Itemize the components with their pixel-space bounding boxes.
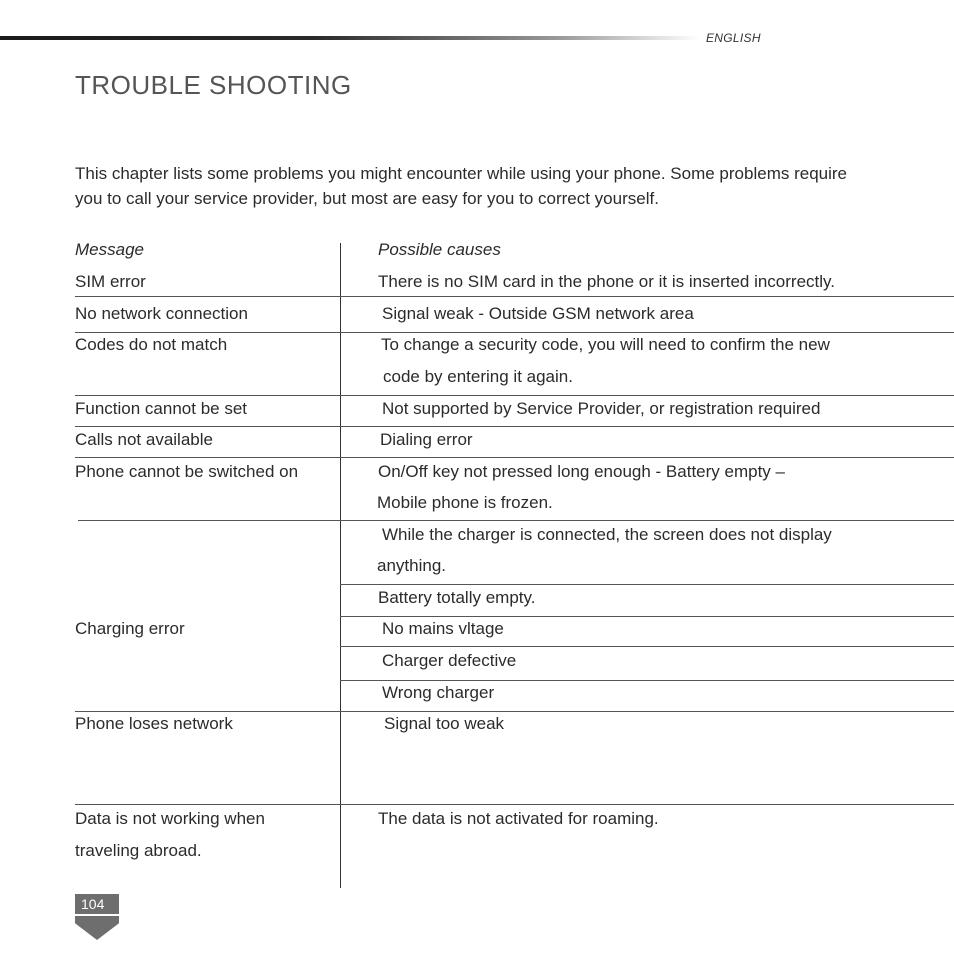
page-number-chevron-icon (75, 916, 119, 940)
table-row-cause: Dialing error (380, 430, 473, 449)
table-row-cause: While the charger is connected, the screen does not display (382, 525, 832, 544)
table-row-cause: There is no SIM card in the phone or it is inserted incorrectly. (378, 272, 835, 291)
row-separator (75, 395, 954, 396)
table-row-cause: Battery totally empty. (378, 588, 536, 607)
table-divider (340, 243, 341, 888)
table-row-message: Phone loses network (75, 714, 233, 733)
table-row-cause: anything. (377, 556, 446, 575)
row-separator (75, 804, 954, 805)
column-header-message: Message (75, 240, 144, 259)
sub-row-separator (340, 680, 954, 681)
table-row-cause: Wrong charger (382, 683, 495, 702)
table-row-cause: The data is not activated for roaming. (378, 809, 659, 828)
table-row-cause: Mobile phone is frozen. (377, 493, 553, 512)
row-separator (75, 296, 954, 297)
table-row-cause: No mains vltage (382, 619, 504, 638)
table-row-message: No network connection (75, 304, 248, 323)
language-label: ENGLISH (706, 31, 761, 45)
sub-row-separator (340, 616, 954, 617)
table-row-cause: code by entering it again. (383, 367, 573, 386)
page-number: 104 (75, 894, 119, 914)
row-separator (78, 520, 954, 521)
table-row-message: Calls not available (75, 430, 213, 449)
table-row-message: Data is not working when (75, 809, 265, 828)
table-row-cause: To change a security code, you will need to confirm the new (381, 335, 830, 354)
table-row-message: Codes do not match (75, 335, 228, 354)
sub-row-separator (340, 584, 954, 585)
row-separator (75, 426, 954, 427)
column-header-causes: Possible causes (378, 240, 501, 259)
table-row-cause: On/Off key not pressed long enough - Battery empty – (378, 462, 785, 481)
table-row-message: SIM error (75, 272, 146, 291)
table-row-cause: Signal weak - Outside GSM network area (382, 304, 694, 323)
table-row-cause: Signal too weak (384, 714, 505, 733)
row-separator (75, 332, 954, 333)
table-row-cause: Not supported by Service Provider, or registration required (382, 399, 821, 418)
row-separator (75, 711, 954, 712)
table-row-message: Function cannot be set (75, 399, 248, 418)
table-row-cause: Charger defective (382, 651, 517, 670)
table-row-message: Phone cannot be switched on (75, 462, 299, 481)
page-title: TROUBLE SHOOTING (75, 70, 352, 100)
intro-paragraph: This chapter lists some problems you might encounter while using your phone. Some problems require you to call your service provider, but most are easy for you to correct yourself. (75, 164, 847, 208)
table-row-message: Charging error (75, 619, 185, 638)
row-separator (75, 457, 954, 458)
table-row-message: traveling abroad. (75, 841, 202, 860)
header-rule (0, 36, 700, 40)
sub-row-separator (340, 646, 954, 647)
